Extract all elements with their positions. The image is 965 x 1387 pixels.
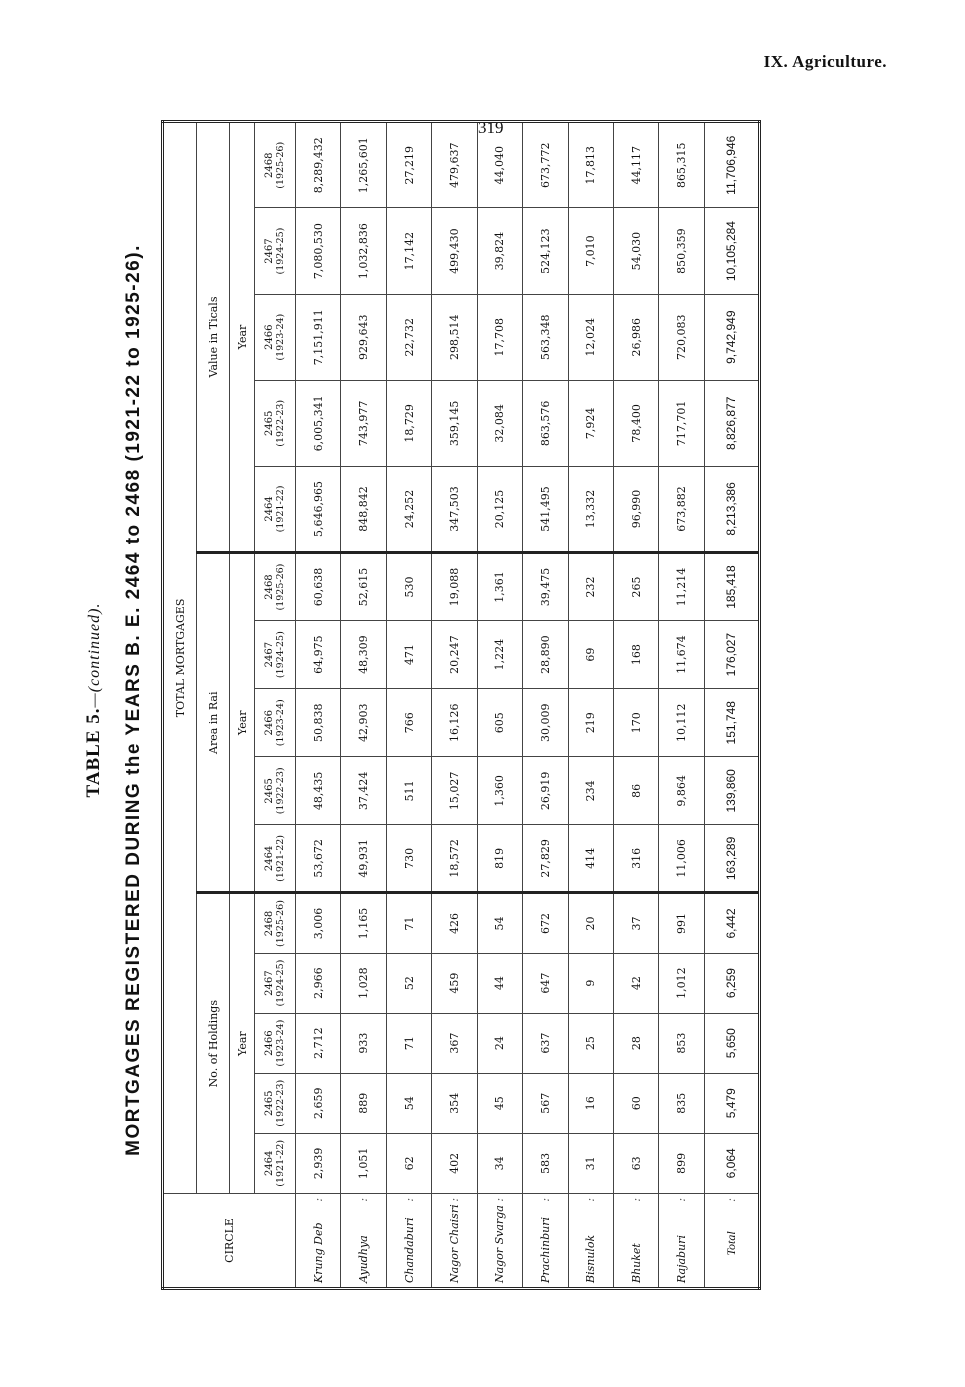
circle-name bbox=[477, 1193, 522, 1288]
area-cell: 42,903 bbox=[341, 689, 386, 757]
value-cell: 39,824 bbox=[477, 208, 522, 294]
year-range: (1922-23) bbox=[275, 767, 286, 815]
circle-name bbox=[704, 1193, 759, 1288]
circle-name bbox=[432, 1193, 477, 1288]
value-cell: 563,348 bbox=[523, 294, 568, 380]
year-number: 2464 bbox=[264, 845, 275, 872]
year-column-header bbox=[255, 466, 296, 552]
holdings-cell: 44 bbox=[477, 953, 522, 1013]
year-range: (1921-22) bbox=[275, 485, 286, 533]
holdings-cell: 672 bbox=[523, 893, 568, 953]
area-header: Area in Rai bbox=[197, 553, 230, 893]
circle-label: Total bbox=[723, 1231, 738, 1256]
value-cell: 1,032,836 bbox=[341, 208, 386, 294]
value-cell: 720,083 bbox=[659, 294, 704, 380]
area-cell: 10,112 bbox=[659, 689, 704, 757]
year-column-header bbox=[255, 621, 296, 689]
year-column-header bbox=[255, 1073, 296, 1133]
holdings-cell: 567 bbox=[523, 1073, 568, 1133]
rotated-table-page bbox=[83, 100, 803, 1300]
area-cell: 27,829 bbox=[523, 825, 568, 893]
holdings-cell: 835 bbox=[659, 1073, 704, 1133]
value-cell: 54,030 bbox=[613, 208, 658, 294]
area-cell: 49,931 bbox=[341, 825, 386, 893]
value-cell: 17,142 bbox=[386, 208, 431, 294]
value-cell: 743,977 bbox=[341, 380, 386, 466]
area-cell: 18,572 bbox=[432, 825, 477, 893]
circle-label: Bhuket bbox=[629, 1243, 643, 1283]
holdings-cell: 6,064 bbox=[704, 1133, 759, 1193]
area-cell: 50,838 bbox=[296, 689, 341, 757]
holdings-cell: 2,712 bbox=[296, 1013, 341, 1073]
holdings-cell: 6,259 bbox=[704, 953, 759, 1013]
area-cell: 232 bbox=[568, 553, 613, 621]
area-cell: 11,006 bbox=[659, 825, 704, 893]
table-row bbox=[523, 122, 568, 1289]
value-cell: 26,986 bbox=[613, 294, 658, 380]
year-number: 2465 bbox=[264, 778, 275, 804]
holdings-cell: 37 bbox=[613, 893, 658, 953]
year-range: (1921-22) bbox=[275, 834, 286, 882]
year-number: 2467 bbox=[264, 238, 275, 264]
holdings-cell: 991 bbox=[659, 893, 704, 953]
year-range: (1924-25) bbox=[275, 631, 286, 679]
area-cell: 151,748 bbox=[704, 689, 759, 757]
year-number: 2468 bbox=[264, 152, 275, 178]
leader-dots: : bbox=[402, 1197, 416, 1202]
circle-label: Nagor Chaisri bbox=[447, 1204, 461, 1283]
total-row bbox=[704, 122, 759, 1289]
year-number: 2464 bbox=[264, 496, 275, 522]
table-row bbox=[432, 122, 477, 1289]
circle-label: Ayudhya bbox=[357, 1235, 371, 1283]
holdings-cell: 71 bbox=[386, 1013, 431, 1073]
year-column-header bbox=[255, 294, 296, 380]
holdings-cell: 426 bbox=[432, 893, 477, 953]
value-cell: 7,010 bbox=[568, 208, 613, 294]
value-cell: 44,117 bbox=[613, 122, 658, 209]
holdings-cell: 31 bbox=[568, 1133, 613, 1193]
table-row bbox=[386, 122, 431, 1289]
area-cell: 819 bbox=[477, 825, 522, 893]
area-cell: 1,361 bbox=[477, 553, 522, 621]
value-cell: 18,729 bbox=[386, 380, 431, 466]
circle-label: Chandaburi bbox=[402, 1217, 416, 1283]
leader-dots: : bbox=[629, 1197, 643, 1202]
holdings-cell: 20 bbox=[568, 893, 613, 953]
holdings-cell: 583 bbox=[523, 1133, 568, 1193]
table-row bbox=[659, 122, 704, 1289]
area-cell: 530 bbox=[386, 553, 431, 621]
year-header: Year bbox=[230, 893, 255, 1193]
value-cell: 499,430 bbox=[432, 208, 477, 294]
area-cell: 11,214 bbox=[659, 553, 704, 621]
area-cell: 176,027 bbox=[704, 621, 759, 689]
value-cell: 8,826,877 bbox=[704, 380, 759, 466]
circle-header: CIRCLE bbox=[163, 1193, 296, 1288]
year-column-header bbox=[255, 953, 296, 1013]
year-number: 2468 bbox=[264, 910, 275, 937]
area-cell: 471 bbox=[386, 621, 431, 689]
continued-note: —(continued). bbox=[86, 602, 103, 708]
year-column-header bbox=[255, 757, 296, 825]
value-cell: 78,400 bbox=[613, 380, 658, 466]
value-cell: 44,040 bbox=[477, 122, 522, 209]
holdings-header: No. of Holdings bbox=[197, 893, 230, 1193]
area-cell: 1,360 bbox=[477, 757, 522, 825]
area-cell: 163,289 bbox=[704, 825, 759, 893]
area-cell: 414 bbox=[568, 825, 613, 893]
leader-dots: : bbox=[538, 1197, 552, 1202]
circle-label: Nagor Svarga bbox=[493, 1205, 507, 1283]
value-cell: 5,646,965 bbox=[296, 466, 341, 552]
value-cell: 32,084 bbox=[477, 380, 522, 466]
value-cell: 479,637 bbox=[432, 122, 477, 209]
year-column-header bbox=[255, 122, 296, 209]
holdings-cell: 71 bbox=[386, 893, 431, 953]
year-number: 2465 bbox=[264, 410, 275, 437]
holdings-cell: 52 bbox=[386, 953, 431, 1013]
value-header: Value in Ticals bbox=[197, 122, 230, 553]
holdings-cell: 637 bbox=[523, 1013, 568, 1073]
year-column-header bbox=[255, 208, 296, 294]
value-cell: 347,503 bbox=[432, 466, 477, 552]
year-column-header bbox=[255, 893, 296, 953]
holdings-cell: 1,051 bbox=[341, 1133, 386, 1193]
area-cell: 139,860 bbox=[704, 757, 759, 825]
holdings-cell: 2,659 bbox=[296, 1073, 341, 1133]
value-cell: 22,732 bbox=[386, 294, 431, 380]
circle-label: Krung Deb bbox=[311, 1222, 325, 1283]
value-cell: 17,708 bbox=[477, 294, 522, 380]
table-subtitle: MORTGAGES REGISTERED DURING the YEARS B. E. 2464 to 2468 (1921-22 to 1925-26). bbox=[123, 244, 144, 1156]
holdings-cell: 1,165 bbox=[341, 893, 386, 953]
leader-dots: : bbox=[584, 1197, 598, 1202]
value-cell: 17,813 bbox=[568, 122, 613, 209]
holdings-cell: 34 bbox=[477, 1133, 522, 1193]
holdings-cell: 933 bbox=[341, 1013, 386, 1073]
holdings-cell: 54 bbox=[386, 1073, 431, 1133]
table-number: TABLE 5. bbox=[83, 707, 104, 798]
holdings-cell: 62 bbox=[386, 1133, 431, 1193]
year-number: 2466 bbox=[264, 1030, 275, 1056]
holdings-cell: 354 bbox=[432, 1073, 477, 1133]
value-cell: 929,643 bbox=[341, 294, 386, 380]
area-cell: 28,890 bbox=[523, 621, 568, 689]
circle-label: Rajaburi bbox=[675, 1235, 689, 1283]
table-title bbox=[83, 100, 105, 1300]
value-cell: 6,005,341 bbox=[296, 380, 341, 466]
year-column-header bbox=[255, 553, 296, 621]
value-cell: 8,289,432 bbox=[296, 122, 341, 209]
leader-dots: : bbox=[493, 1197, 507, 1202]
year-range: (1925-26) bbox=[275, 900, 286, 947]
holdings-cell: 3,006 bbox=[296, 893, 341, 953]
value-cell: 12,024 bbox=[568, 294, 613, 380]
circle-name bbox=[568, 1193, 613, 1288]
area-cell: 26,919 bbox=[523, 757, 568, 825]
area-cell: 185,418 bbox=[704, 553, 759, 621]
year-range: (1925-26) bbox=[275, 563, 286, 611]
area-cell: 37,424 bbox=[341, 757, 386, 825]
area-cell: 11,674 bbox=[659, 621, 704, 689]
holdings-cell: 899 bbox=[659, 1133, 704, 1193]
area-cell: 219 bbox=[568, 689, 613, 757]
value-cell: 359,145 bbox=[432, 380, 477, 466]
year-range: (1924-25) bbox=[275, 227, 286, 275]
value-cell: 24,252 bbox=[386, 466, 431, 552]
area-cell: 9,864 bbox=[659, 757, 704, 825]
leader-dots: : bbox=[675, 1197, 689, 1202]
value-cell: 96,990 bbox=[613, 466, 658, 552]
holdings-cell: 9 bbox=[568, 953, 613, 1013]
holdings-cell: 1,012 bbox=[659, 953, 704, 1013]
area-cell: 60,638 bbox=[296, 553, 341, 621]
value-cell: 541,495 bbox=[523, 466, 568, 552]
area-cell: 20,247 bbox=[432, 621, 477, 689]
holdings-cell: 54 bbox=[477, 893, 522, 953]
value-cell: 524,123 bbox=[523, 208, 568, 294]
leader-dots: : bbox=[723, 1197, 738, 1202]
area-cell: 64,975 bbox=[296, 621, 341, 689]
value-cell: 13,332 bbox=[568, 466, 613, 552]
area-cell: 48,435 bbox=[296, 757, 341, 825]
year-range: (1923-24) bbox=[275, 1019, 286, 1067]
holdings-cell: 402 bbox=[432, 1133, 477, 1193]
value-cell: 850,359 bbox=[659, 208, 704, 294]
area-cell: 52,615 bbox=[341, 553, 386, 621]
area-cell: 234 bbox=[568, 757, 613, 825]
area-cell: 265 bbox=[613, 553, 658, 621]
value-cell: 298,514 bbox=[432, 294, 477, 380]
year-range: (1922-23) bbox=[275, 399, 286, 447]
circle-name bbox=[386, 1193, 431, 1288]
holdings-cell: 889 bbox=[341, 1073, 386, 1133]
table-row bbox=[613, 122, 658, 1289]
table-row bbox=[568, 122, 613, 1289]
holdings-cell: 60 bbox=[613, 1073, 658, 1133]
area-cell: 170 bbox=[613, 689, 658, 757]
year-number: 2467 bbox=[264, 641, 275, 668]
holdings-cell: 16 bbox=[568, 1073, 613, 1133]
year-column-header bbox=[255, 1133, 296, 1193]
value-cell: 9,742,949 bbox=[704, 294, 759, 380]
area-cell: 39,475 bbox=[523, 553, 568, 621]
leader-dots: : bbox=[357, 1197, 371, 1202]
area-cell: 766 bbox=[386, 689, 431, 757]
total-mortgages-header: TOTAL MORTGAGES bbox=[163, 122, 197, 1194]
value-cell: 673,772 bbox=[523, 122, 568, 209]
value-cell: 8,213,386 bbox=[704, 466, 759, 552]
year-number: 2466 bbox=[264, 324, 275, 350]
year-column-header bbox=[255, 380, 296, 466]
section-heading: IX. Agriculture. bbox=[763, 52, 887, 71]
value-cell: 865,315 bbox=[659, 122, 704, 209]
page-number: 319 bbox=[478, 118, 504, 137]
circle-label: Prachinburi bbox=[538, 1217, 552, 1283]
holdings-cell: 2,966 bbox=[296, 953, 341, 1013]
area-cell: 730 bbox=[386, 825, 431, 893]
value-cell: 27,219 bbox=[386, 122, 431, 209]
holdings-cell: 367 bbox=[432, 1013, 477, 1073]
area-cell: 19,088 bbox=[432, 553, 477, 621]
year-range: (1925-26) bbox=[275, 141, 286, 189]
year-column-header bbox=[255, 689, 296, 757]
value-cell: 863,576 bbox=[523, 380, 568, 466]
value-cell: 673,882 bbox=[659, 466, 704, 552]
year-number: 2468 bbox=[264, 574, 275, 600]
area-cell: 168 bbox=[613, 621, 658, 689]
holdings-cell: 25 bbox=[568, 1013, 613, 1073]
area-cell: 69 bbox=[568, 621, 613, 689]
value-cell: 10,105,284 bbox=[704, 208, 759, 294]
circle-name bbox=[613, 1193, 658, 1288]
holdings-cell: 24 bbox=[477, 1013, 522, 1073]
year-number: 2466 bbox=[264, 710, 275, 736]
area-cell: 316 bbox=[613, 825, 658, 893]
year-number: 2465 bbox=[264, 1090, 275, 1116]
holdings-cell: 42 bbox=[613, 953, 658, 1013]
holdings-cell: 1,028 bbox=[341, 953, 386, 1013]
holdings-cell: 45 bbox=[477, 1073, 522, 1133]
leader-dots: : bbox=[447, 1197, 461, 1202]
value-cell: 7,151,911 bbox=[296, 294, 341, 380]
value-cell: 848,842 bbox=[341, 466, 386, 552]
holdings-cell: 853 bbox=[659, 1013, 704, 1073]
circle-label: Bisnulok bbox=[584, 1234, 598, 1283]
holdings-cell: 6,442 bbox=[704, 893, 759, 953]
year-number: 2467 bbox=[264, 970, 275, 996]
area-cell: 605 bbox=[477, 689, 522, 757]
year-column-header bbox=[255, 1013, 296, 1073]
value-cell: 7,080,530 bbox=[296, 208, 341, 294]
year-header: Year bbox=[230, 553, 255, 893]
year-header: Year bbox=[230, 122, 255, 553]
year-range: (1922-23) bbox=[275, 1079, 286, 1127]
area-cell: 48,309 bbox=[341, 621, 386, 689]
area-cell: 511 bbox=[386, 757, 431, 825]
value-cell: 11,706,946 bbox=[704, 122, 759, 209]
area-cell: 30,009 bbox=[523, 689, 568, 757]
area-cell: 1,224 bbox=[477, 621, 522, 689]
holdings-cell: 63 bbox=[613, 1133, 658, 1193]
value-cell: 1,265,601 bbox=[341, 122, 386, 209]
year-range: (1923-24) bbox=[275, 699, 286, 747]
circle-name bbox=[523, 1193, 568, 1288]
circle-name bbox=[659, 1193, 704, 1288]
year-number: 2464 bbox=[264, 1150, 275, 1177]
year-column-header bbox=[255, 825, 296, 893]
area-cell: 86 bbox=[613, 757, 658, 825]
circle-name bbox=[341, 1193, 386, 1288]
holdings-cell: 459 bbox=[432, 953, 477, 1013]
table-row bbox=[296, 122, 341, 1289]
holdings-cell: 2,939 bbox=[296, 1133, 341, 1193]
leader-dots: : bbox=[311, 1197, 325, 1202]
table-row bbox=[477, 122, 522, 1289]
area-cell: 53,672 bbox=[296, 825, 341, 893]
value-cell: 20,125 bbox=[477, 466, 522, 552]
table-row bbox=[341, 122, 386, 1289]
circle-name bbox=[296, 1193, 341, 1288]
year-range: (1924-25) bbox=[275, 959, 286, 1007]
value-cell: 717,701 bbox=[659, 380, 704, 466]
mortgages-table bbox=[161, 120, 761, 1290]
year-range: (1921-22) bbox=[275, 1139, 286, 1187]
value-cell: 7,924 bbox=[568, 380, 613, 466]
area-cell: 16,126 bbox=[432, 689, 477, 757]
holdings-cell: 5,650 bbox=[704, 1013, 759, 1073]
holdings-cell: 5,479 bbox=[704, 1073, 759, 1133]
year-range: (1923-24) bbox=[275, 313, 286, 361]
holdings-cell: 647 bbox=[523, 953, 568, 1013]
holdings-cell: 28 bbox=[613, 1013, 658, 1073]
area-cell: 15,027 bbox=[432, 757, 477, 825]
